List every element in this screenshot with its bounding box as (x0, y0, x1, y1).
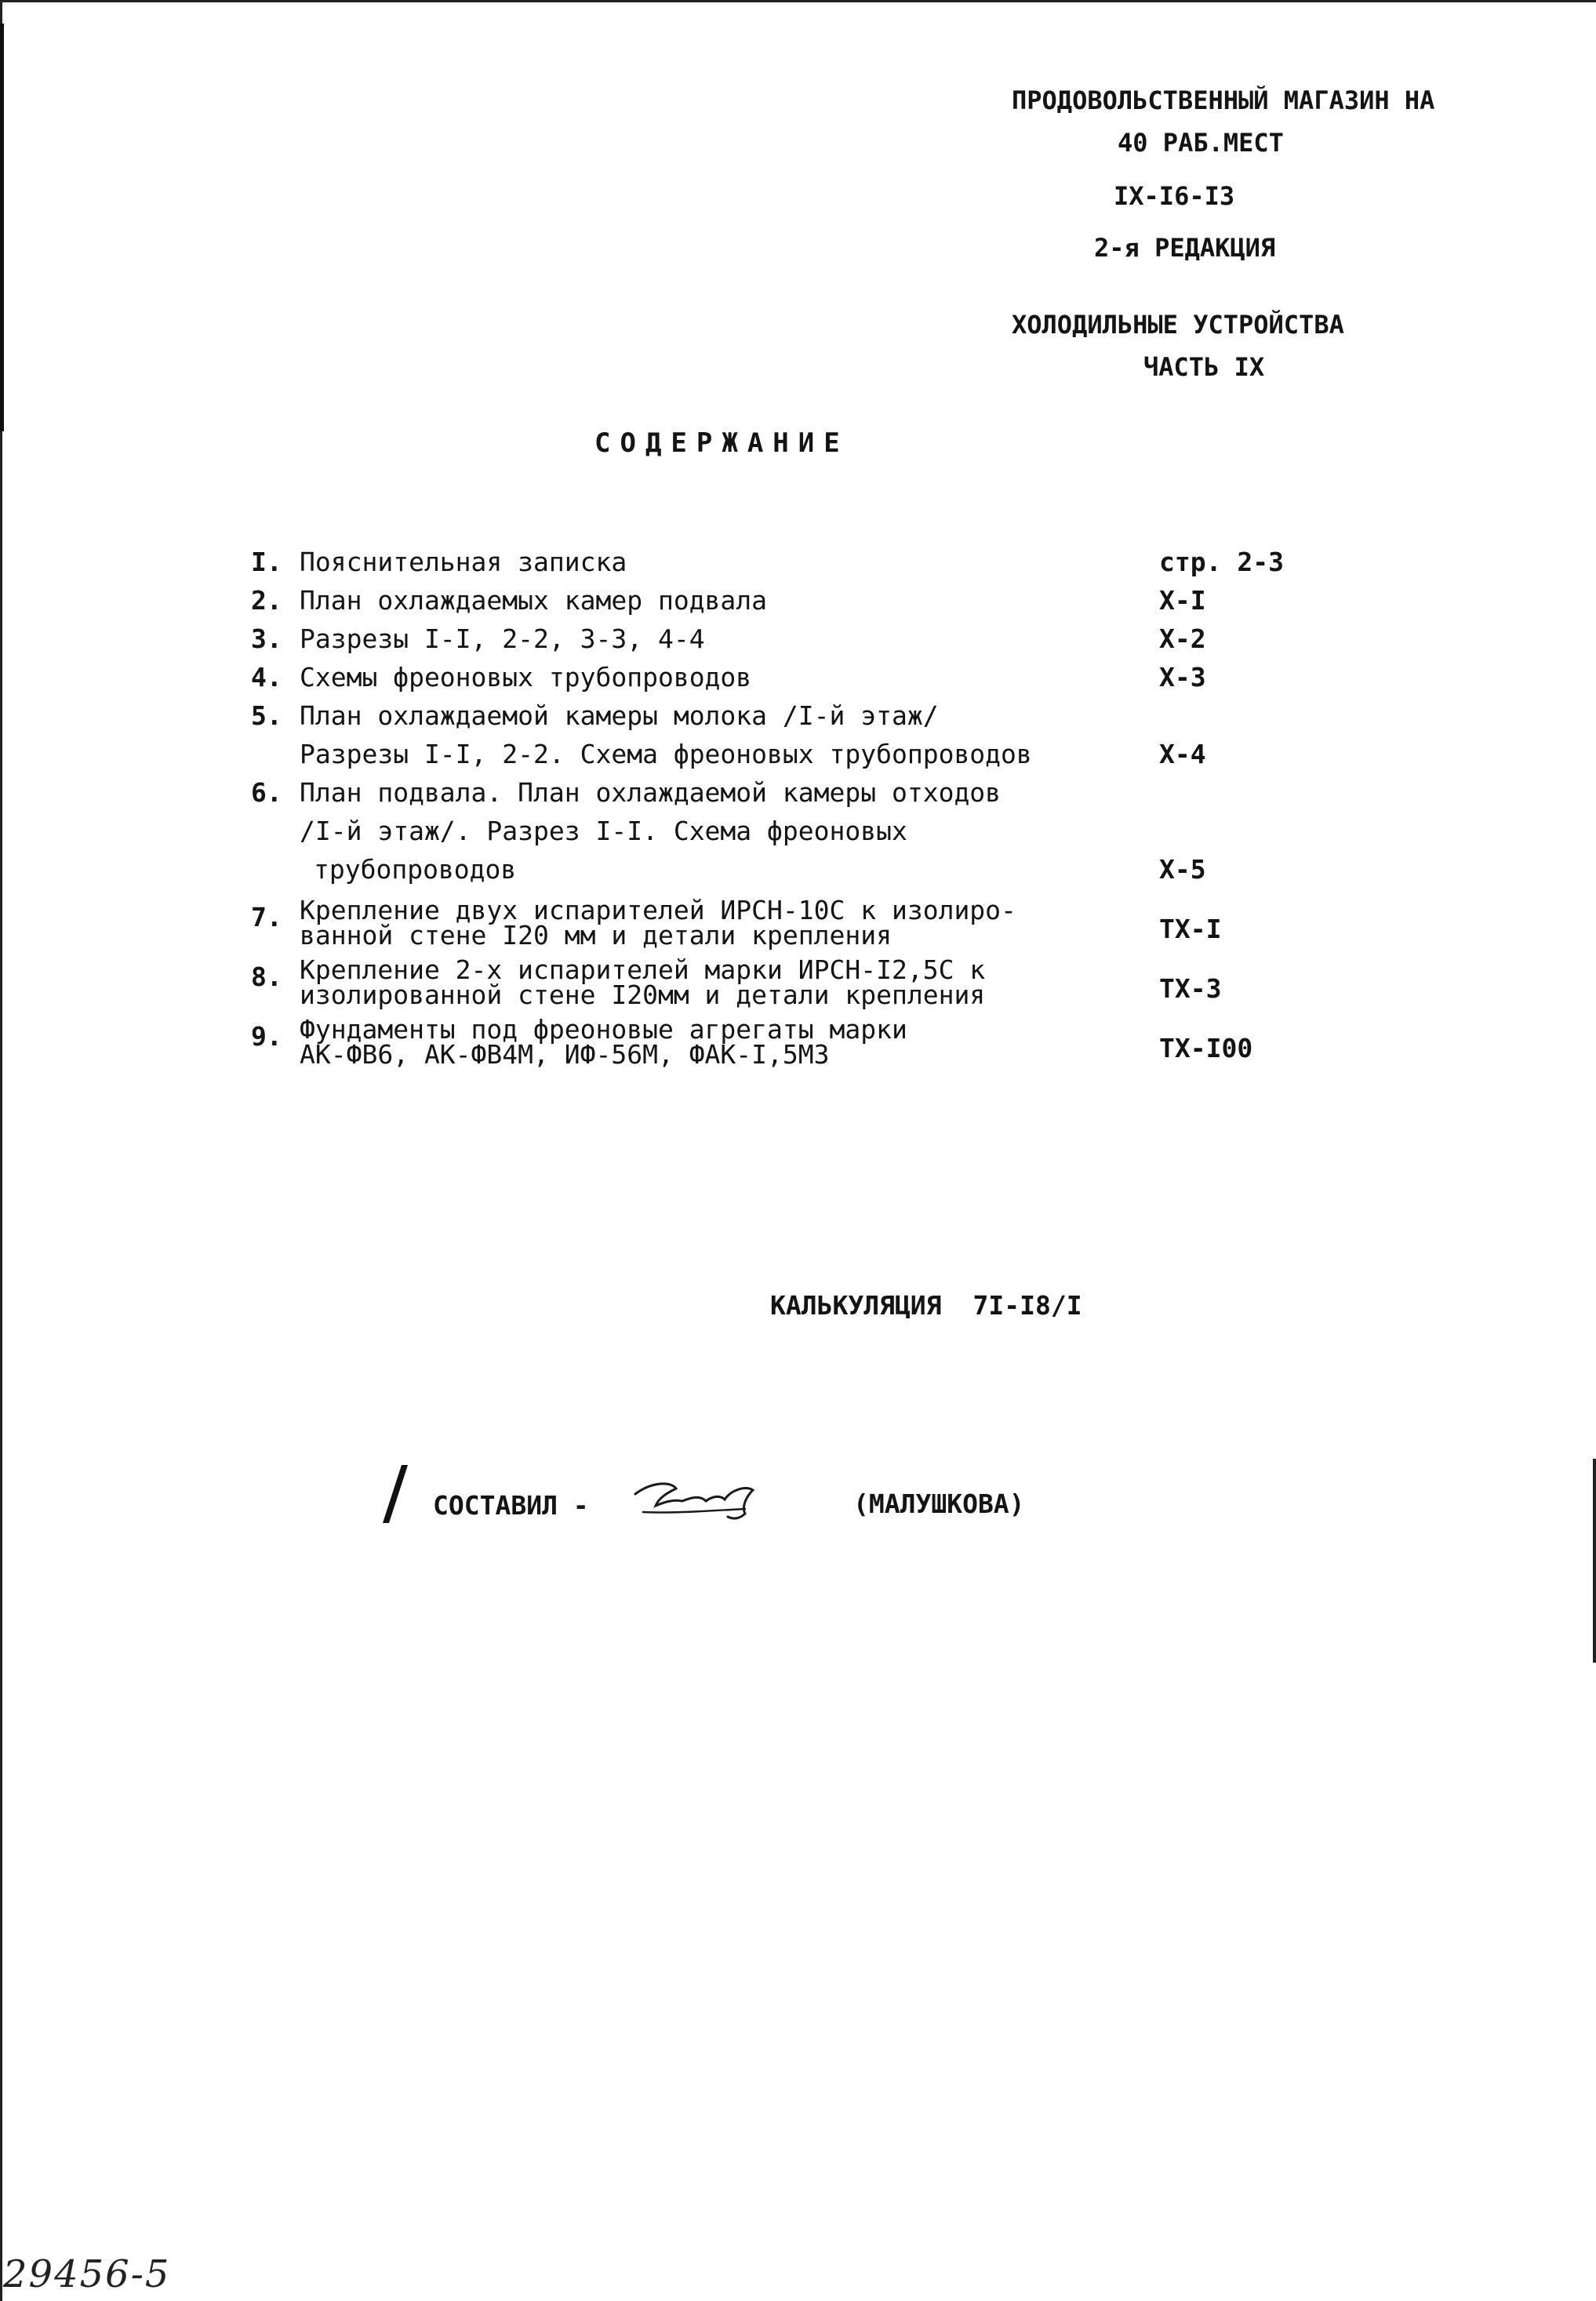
toc-item-text: Разрезы I-I, 2-2. Схема фреоновых трубопроводов (300, 739, 1032, 769)
page-title: СОДЕРЖАНИЕ (594, 427, 849, 459)
header-project-code: IX-I6-I3 (1114, 181, 1235, 211)
toc-item-page: X-4 (1159, 739, 1206, 769)
toc-item-text: План подвала. План охлаждаемой камеры отходов (300, 777, 1002, 808)
toc-item-number: 5. (251, 700, 282, 731)
toc-item (251, 620, 1333, 658)
toc-item-number: I. (251, 547, 282, 577)
toc-item-number: 3. (251, 623, 282, 654)
toc-item-page: TX-I00 (1159, 1033, 1253, 1063)
toc-item-page: X-2 (1159, 623, 1206, 654)
toc-item-number: 6. (251, 777, 282, 808)
toc-item-text: трубопроводов (314, 854, 517, 885)
toc-item-text: Пояснительная записка (300, 547, 627, 577)
archive-number: 29456-5 (3, 2252, 171, 2296)
toc-item-page: стр. 2-3 (1159, 547, 1284, 577)
calculation-reference (770, 1290, 1082, 1321)
toc-item-page: X-3 (1159, 662, 1206, 692)
toc-item-text: Крепление двух испарителей ИРСН-10С к изолиро- (300, 895, 1016, 925)
toc-item-text: Разрезы I-I, 2-2, 3-3, 4-4 (300, 623, 705, 654)
toc-item-number: 7. (251, 902, 282, 932)
header-edition: 2-я РЕДАКЦИЯ (1094, 233, 1276, 263)
toc-item (251, 696, 1333, 773)
toc-item-text: План охлаждаемых камер подвала (300, 585, 768, 616)
right-edge-mark (1593, 1459, 1596, 1663)
toc-item (251, 954, 1333, 1010)
calculation-code: 7I-I8/I (973, 1290, 1082, 1321)
toc-item-page: X-I (1159, 585, 1206, 616)
toc-item-number: 8. (251, 961, 282, 992)
toc-item-text: Крепление 2-х испарителей марки ИРСН-I2,5С к (300, 954, 986, 985)
toc-item-number: 9. (251, 1021, 282, 1052)
calculation-label: КАЛЬКУЛЯЦИЯ (770, 1290, 942, 1321)
toc-item-page: TX-I (1159, 914, 1222, 944)
toc-item-number: 2. (251, 585, 282, 616)
toc-item (251, 658, 1333, 696)
toc-item-text: АК-ФВ6, АК-ФВ4М, ИФ-56М, ФАК-I,5МЗ (300, 1039, 830, 1070)
toc-item (251, 1014, 1333, 1070)
toc-item-page: TX-3 (1159, 973, 1222, 1004)
toc-item (251, 895, 1333, 951)
toc-item (251, 543, 1333, 581)
header-object-name: ПРОДОВОЛЬСТВЕННЫЙ МАГАЗИН НА (1012, 85, 1435, 115)
header-object-capacity: 40 РАБ.МЕСТ (1118, 128, 1284, 158)
header-section-name: ХОЛОДИЛЬНЫЕ УСТРОЙСТВА (1012, 310, 1344, 340)
toc-item-text: /I-й этаж/. Разрез I-I. Схема фреоновых (300, 816, 907, 846)
table-of-contents (251, 543, 1333, 1075)
signer-name: (МАЛУШКОВА) (853, 1489, 1025, 1519)
toc-item-text: ванной стене I20 мм и детали крепления (300, 920, 892, 951)
handwritten-signature (627, 1467, 769, 1529)
toc-item-page: X-5 (1159, 854, 1206, 885)
header-part-number: ЧАСТЬ IX (1143, 352, 1265, 382)
left-edge-mark (0, 24, 4, 431)
compiled-by-label: СОСТАВИЛ - (433, 1490, 589, 1521)
toc-item (251, 581, 1333, 620)
toc-item-text: План охлаждаемой камеры молока /I-й этаж/ (300, 700, 939, 731)
toc-item-text: Фундаменты под фреоновые агрегаты марки (300, 1014, 907, 1045)
toc-item-number: 4. (251, 662, 282, 692)
toc-item (251, 773, 1333, 889)
toc-item-text: изолированной стене I20мм и детали крепления (300, 980, 986, 1010)
toc-item-text: Схемы фреоновых трубопроводов (300, 662, 752, 692)
